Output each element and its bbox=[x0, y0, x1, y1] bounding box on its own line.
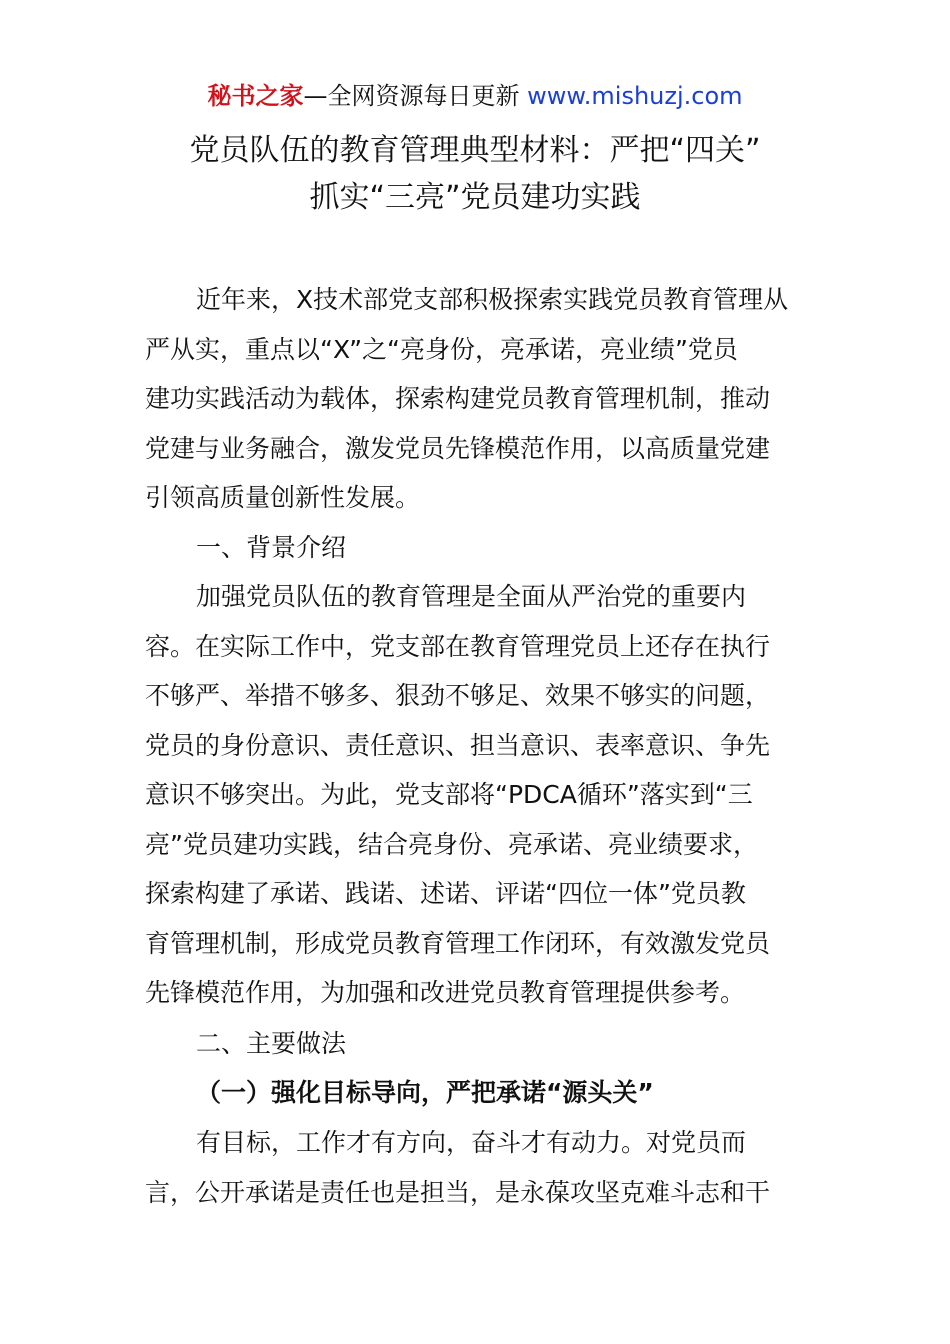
text-line: 容。在实际工作中，党支部在教育管理党员上还存在执行 bbox=[145, 631, 771, 661]
section-heading-background bbox=[145, 523, 810, 573]
text-line: 引领高质量创新性发展。 bbox=[145, 483, 421, 512]
text-line: 不够严、举措不够多、狠劲不够足、效果不够实的问题， bbox=[145, 681, 771, 710]
subheading-text: （一）强化目标导向，严把承诺“源头关” bbox=[196, 1078, 654, 1107]
document-title-line-1: 党员队伍的教育管理典型材料：严把“四关” bbox=[189, 133, 761, 168]
text-line: 言，公开承诺是责任也是担当，是永葆攻坚克难斗志和干 bbox=[145, 1177, 771, 1207]
site-url-link[interactable]: www.mishuzj.com bbox=[527, 82, 743, 110]
text-line: 严从实，重点以“X”之“亮身份，亮承诺，亮业绩”党员 bbox=[145, 334, 738, 364]
paragraph-intro bbox=[145, 275, 810, 523]
text-line: 先锋模范作用，为加强和改进党员教育管理提供参考。 bbox=[145, 978, 746, 1007]
text-line: 党员的身份意识、责任意识、担当意识、表率意识、争先 bbox=[145, 730, 771, 760]
heading-text: 二、主要做法 bbox=[196, 1029, 347, 1058]
text-line: 意识不够突出。为此，党支部将“PDCA循环”落实到“三 bbox=[145, 780, 753, 809]
paragraph-background bbox=[145, 572, 810, 1018]
text-line: 有目标，工作才有方向，奋斗才有动力。对党员而 bbox=[196, 1128, 747, 1157]
text-line: 加强党员队伍的教育管理是全面从严治党的重要内 bbox=[196, 582, 747, 611]
subsection-heading-goal-orientation bbox=[145, 1068, 810, 1118]
text-line: 党建与业务融合，激发党员先锋模范作用，以高质量党建 bbox=[145, 433, 771, 463]
section-heading-main-practices bbox=[145, 1019, 810, 1069]
site-name: 秘书之家 bbox=[207, 82, 304, 110]
site-header bbox=[0, 80, 950, 112]
text-line: 亮”党员建功实践，结合亮身份、亮承诺、亮业绩要求， bbox=[145, 829, 758, 859]
text-line: 近年来，X技术部党支部积极探索实践党员教育管理从 bbox=[196, 285, 789, 314]
text-line: 建功实践活动为载体，探索构建党员教育管理机制，推动 bbox=[145, 384, 771, 413]
text-line: 探索构建了承诺、践诺、述诺、评诺“四位一体”党员教 bbox=[145, 879, 746, 908]
text-line: 育管理机制，形成党员教育管理工作闭环，有效激发党员 bbox=[145, 928, 771, 958]
site-tagline: —全网资源每日更新 bbox=[303, 82, 520, 110]
paragraph-goal bbox=[145, 1118, 810, 1217]
document-title-line-2: 抓实“三亮”党员建功实践 bbox=[309, 180, 641, 215]
heading-text: 一、背景介绍 bbox=[196, 533, 347, 562]
